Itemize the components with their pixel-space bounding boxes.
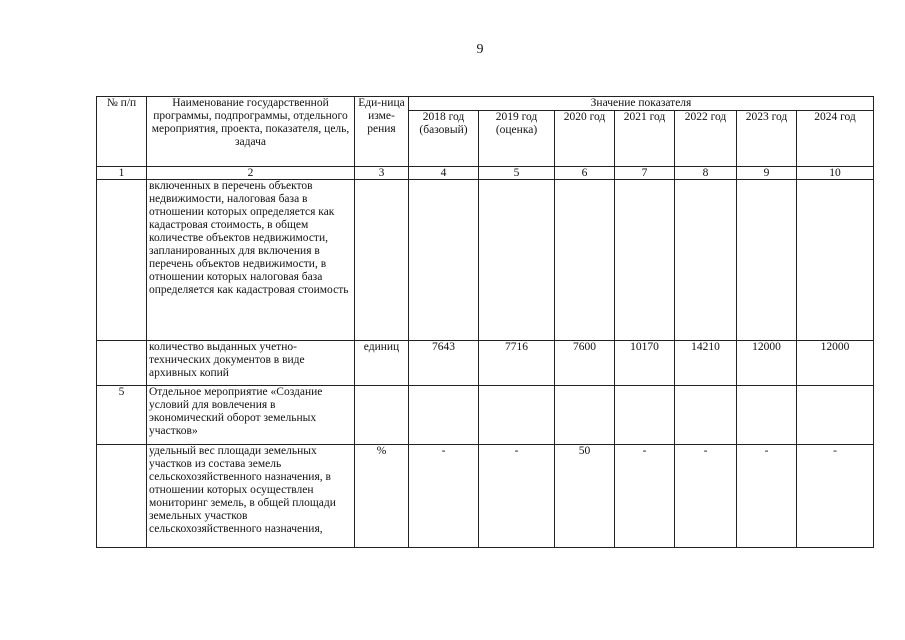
header-unit: Еди-ница изме-рения	[355, 97, 409, 167]
column-number: 7	[615, 167, 675, 180]
header-name: Наименование государственной программы, подпрограммы, отдельного мероприятия, проекта, показателя, цель, задача	[147, 97, 355, 167]
column-number: 4	[409, 167, 479, 180]
header-year: 2019 год (оценка)	[479, 111, 555, 167]
table-row	[97, 445, 874, 548]
page-number: 9	[476, 42, 484, 57]
row-value: 50	[555, 445, 615, 548]
row-value	[555, 180, 615, 341]
column-number: 6	[555, 167, 615, 180]
row-value: -	[797, 445, 874, 548]
row-value: -	[675, 445, 737, 548]
table-row	[97, 341, 874, 386]
header-value-group: Значение показателя	[409, 97, 874, 111]
row-value: 7716	[479, 341, 555, 386]
row-unit	[355, 386, 409, 445]
column-number: 9	[737, 167, 797, 180]
row-name: Отдельное мероприятие «Создание условий для вовлечения в экономический оборот земельных участков»	[147, 386, 355, 445]
row-value: -	[615, 445, 675, 548]
column-number: 10	[797, 167, 874, 180]
row-value: 7600	[555, 341, 615, 386]
row-value: -	[737, 445, 797, 548]
row-unit: %	[355, 445, 409, 548]
row-value	[409, 180, 479, 341]
row-unit	[355, 180, 409, 341]
row-value	[675, 386, 737, 445]
column-number: 2	[147, 167, 355, 180]
table-row	[97, 180, 874, 341]
header-num: № п/п	[97, 97, 147, 167]
row-value: 12000	[737, 341, 797, 386]
row-value	[737, 386, 797, 445]
row-value	[409, 386, 479, 445]
column-number: 5	[479, 167, 555, 180]
row-value: -	[479, 445, 555, 548]
header-year: 2023 год	[737, 111, 797, 167]
row-num	[97, 445, 147, 548]
row-name: включенных в перечень объектов недвижимости, налоговая база в отношении которых определяется как кадастровая стоимость, в общем количестве объектов недвижимости, запланированных для включения в перечень объектов недвижимости, в отношении которых налоговая база определяется как кадастровая стоимость	[147, 180, 355, 341]
row-value: 7643	[409, 341, 479, 386]
row-value	[555, 386, 615, 445]
indicator-table	[96, 96, 874, 548]
header-year: 2020 год	[555, 111, 615, 167]
row-value	[675, 180, 737, 341]
row-name: количество выданных учетно-технических документов в виде архивных копий	[147, 341, 355, 386]
row-value	[737, 180, 797, 341]
column-numbers-row	[97, 167, 874, 180]
column-number: 3	[355, 167, 409, 180]
header-year: 2022 год	[675, 111, 737, 167]
row-value: 12000	[797, 341, 874, 386]
column-number: 8	[675, 167, 737, 180]
row-name: удельный вес площади земельных участков из состава земель сельскохозяйственного назначения, в отношении которых осуществлен мониторинг земель, в общей площади земельных участков сельскохозяйственного назначения,	[147, 445, 355, 548]
table-row	[97, 386, 874, 445]
header-year: 2021 год	[615, 111, 675, 167]
row-value	[479, 180, 555, 341]
row-value	[615, 386, 675, 445]
header-year: 2024 год	[797, 111, 874, 167]
row-value	[797, 386, 874, 445]
column-number: 1	[97, 167, 147, 180]
row-value: 14210	[675, 341, 737, 386]
row-num: 5	[97, 386, 147, 445]
header-year: 2018 год (базовый)	[409, 111, 479, 167]
row-unit: единиц	[355, 341, 409, 386]
row-num	[97, 180, 147, 341]
row-value	[479, 386, 555, 445]
header-row	[97, 97, 874, 111]
row-value: 10170	[615, 341, 675, 386]
row-value	[797, 180, 874, 341]
row-value: -	[409, 445, 479, 548]
row-num	[97, 341, 147, 386]
row-value	[615, 180, 675, 341]
